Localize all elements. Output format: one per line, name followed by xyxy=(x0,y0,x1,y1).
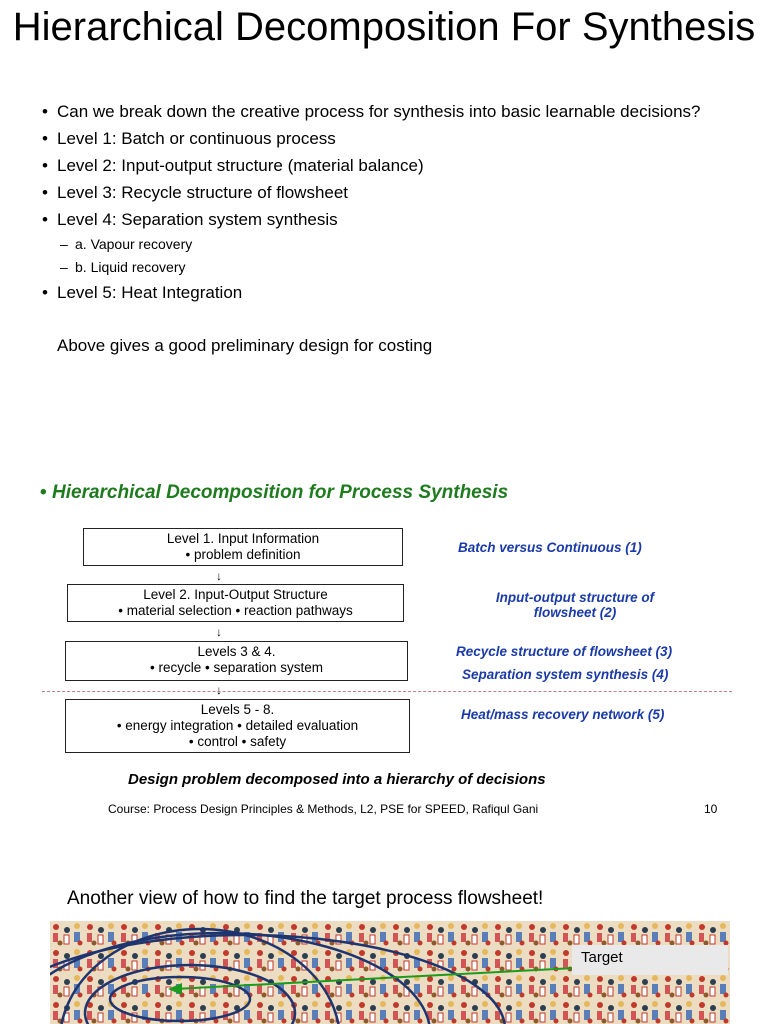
another-view-heading: Another view of how to find the target process flowsheet! xyxy=(67,888,544,909)
down-arrow-icon: ↓ xyxy=(216,569,222,583)
label-heat-mass-recovery: Heat/mass recovery network (5) xyxy=(461,707,665,722)
box-detail: • problem definition xyxy=(185,547,301,562)
level-2-box xyxy=(67,584,404,622)
level-1-box xyxy=(83,528,403,566)
bullet-item: • Level 3: Recycle structure of flowsheet xyxy=(42,179,742,206)
label-io-structure xyxy=(460,590,690,620)
label-batch-continuous: Batch versus Continuous (1) xyxy=(458,540,642,555)
label-line: flowsheet (2) xyxy=(533,605,617,620)
bullet-list xyxy=(42,98,742,306)
down-arrow-icon: ↓ xyxy=(216,625,222,639)
box-detail: • energy integration • detailed evaluation xyxy=(116,718,359,733)
figure-bullet: • xyxy=(40,482,47,503)
level-5-8-box xyxy=(65,699,410,753)
page-title: Hierarchical Decomposition For Synthesis xyxy=(12,5,756,49)
down-arrow-icon: ↓ xyxy=(216,683,222,697)
label-recycle-structure: Recycle structure of flowsheet (3) xyxy=(456,644,673,659)
bullet-item: • Level 4: Separation system synthesis xyxy=(42,206,742,233)
figure-footer: Course: Process Design Principles & Methods, L2, PSE for SPEED, Rafiqul Gani xyxy=(108,802,539,816)
box-title: Level 1. Input Information xyxy=(166,531,320,546)
figure-header: Hierarchical Decomposition for Process Synthesis xyxy=(52,482,509,503)
target-label: Target xyxy=(572,945,728,975)
dashed-divider xyxy=(42,691,732,692)
box-title: Level 2. Input-Output Structure xyxy=(143,587,328,602)
box-title: Levels 5 - 8. xyxy=(200,702,275,717)
bullet-item: • Level 5: Heat Integration xyxy=(42,279,742,306)
bullet-item: • Level 2: Input-output structure (material balance) xyxy=(42,152,742,179)
page-number: 10 xyxy=(704,802,718,816)
sub-bullet-item: – a. Vapour recovery xyxy=(42,233,742,256)
label-line: Input-output structure of xyxy=(495,590,655,605)
box-detail: • material selection • reaction pathways xyxy=(118,603,353,618)
box-detail: • control • safety xyxy=(188,734,287,749)
bullet-item: • Level 1: Batch or continuous process xyxy=(42,125,742,152)
figure-caption: Design problem decomposed into a hierarchy of decisions xyxy=(128,771,546,788)
box-title: Levels 3 & 4. xyxy=(197,644,276,659)
label-separation-synthesis: Separation system synthesis (4) xyxy=(462,667,669,682)
level-3-4-box xyxy=(65,641,408,681)
note-text: Above gives a good preliminary design for costing xyxy=(57,336,433,355)
sub-bullet-item: – b. Liquid recovery xyxy=(42,256,742,279)
bullet-item: • Can we break down the creative process for synthesis into basic learnable decisions? xyxy=(42,98,742,125)
decomposition-figure xyxy=(40,478,740,818)
box-detail: • recycle • separation system xyxy=(149,660,323,675)
